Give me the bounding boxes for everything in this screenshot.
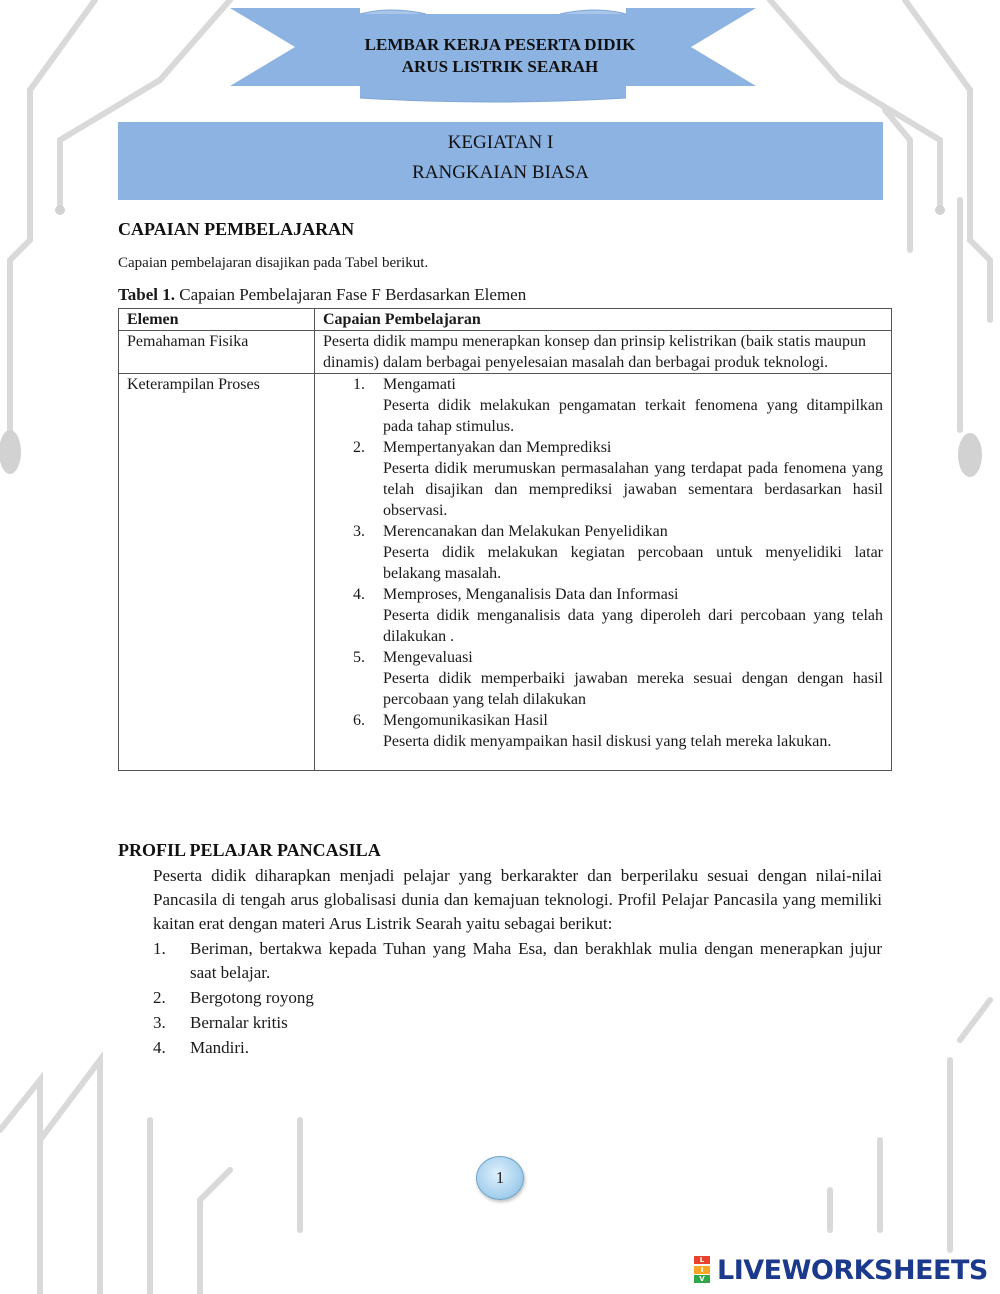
profil-paragraph: Peserta didik diharapkan menjadi pelajar yang berkarakter dan berperilaku sesuai dengan nilai-nilai Pancasila di tengah arus globalisasi dunia dan kemajuan teknologi. Profil Pelajar Pancasila yang memiliki kaitan erat dengan materi Arus Listrik Searah yaitu sebagai berikut: [153,866,882,933]
step-description: Peserta didik melakukan kegiatan percobaan untuk menyelidiki latar belakang masalah. [383,544,883,582]
cell-capaian: Peserta didik mampu menerapkan konsep dan prinsip kelistrikan (baik statis maupun dinamis) dalam berbagai penyelesaian masalah dan berbagai produk teknologi. [315,331,892,374]
list-item [323,437,883,521]
item-text: Beriman, bertakwa kepada Tuhan yang Maha Esa, dan berakhlak mulia dengan menerapkan jujur saat belajar. [190,939,882,982]
list-item [323,647,883,710]
page-number: 1 [476,1156,524,1200]
mark-letter: I [694,1266,710,1274]
capaian-table [118,308,892,771]
step-title: Mengevaluasi [383,649,473,666]
section-title-profil: PROFIL PELAJAR PANCASILA [118,840,381,860]
activity-number: KEGIATAN I [447,132,554,153]
item-text: Bergotong royong [190,988,314,1007]
table-header-row [119,309,892,331]
brand-name: LIVEWORKSHEETS [717,1254,988,1286]
activity-title: RANGKAIAN BIASA [412,162,589,183]
item-number: 1. [153,939,166,958]
list-item [323,584,883,647]
section-title-capaian: CAPAIAN PEMBELAJARAN [118,219,355,239]
step-title: Mengomunikasikan Hasil [383,712,548,729]
item-text: Bernalar kritis [190,1013,288,1032]
cell-elemen: Pemahaman Fisika [119,331,315,374]
mark-letter: V [694,1275,710,1283]
table-caption-label: Tabel 1. [118,285,176,304]
circuit-node [0,430,21,474]
list-item [153,937,882,985]
list-item [153,1036,882,1060]
worksheet-title [290,34,710,78]
step-number: 3. [353,523,365,540]
capaian-intro: Capaian pembelajaran disajikan pada Tabel berikut. [118,255,429,271]
item-text: Mandiri. [190,1038,250,1057]
column-header-elemen: Elemen [119,309,315,331]
list-item [323,710,883,752]
step-title: Mempertanyakan dan Memprediksi [383,439,612,456]
circuit-node [958,433,982,477]
step-description: Peserta didik merumuskan permasalahan yang terdapat pada fenomena yang telah disajikan dan memprediksi jawaban sementara berdasarkan hasil observasi. [383,460,883,519]
process-steps-list [323,374,883,770]
step-title: Memproses, Menganalisis Data dan Informasi [383,586,679,603]
item-number: 2. [153,988,166,1007]
step-number: 6. [353,712,365,729]
table-caption-text: Capaian Pembelajaran Fase F Berdasarkan Elemen [175,285,527,304]
step-description: Peserta didik melakukan pengamatan terkait fenomena yang ditampilkan pada tahap stimulus. [383,397,883,435]
item-number: 3. [153,1013,166,1032]
activity-header [118,122,883,200]
step-title: Mengamati [383,376,456,393]
table-row [119,374,892,771]
table-caption [118,285,526,305]
item-number: 4. [153,1038,166,1057]
list-item [153,1011,882,1035]
mark-letter: L [694,1256,710,1264]
cell-elemen: Keterampilan Proses [119,374,315,771]
step-description: Peserta didik memperbaiki jawaban mereka sesuai dengan dengan hasil percobaan yang telah dilakukan [383,670,883,708]
list-item [153,986,882,1010]
step-number: 1. [353,376,365,393]
step-number: 2. [353,439,365,456]
step-title: Merencanakan dan Melakukan Penyelidikan [383,523,668,540]
worksheet-title-line1: LEMBAR KERJA PESERTA DIDIK [364,35,636,54]
liveworksheets-logo [694,1253,988,1287]
table-row [119,331,892,374]
list-item [323,374,883,437]
profil-list [153,937,882,1061]
step-description: Peserta didik menganalisis data yang diperoleh dari percobaan yang telah dilakukan . [383,607,883,645]
cell-capaian [315,374,892,771]
step-number: 5. [353,649,365,666]
step-description: Peserta didik menyampaikan hasil diskusi yang telah mereka lakukan. [383,733,832,750]
list-item [323,521,883,584]
column-header-capaian: Capaian Pembelajaran [315,309,892,331]
step-number: 4. [353,586,365,603]
liveworksheets-mark-icon [694,1256,714,1284]
worksheet-title-line2: ARUS LISTRIK SEARAH [401,57,599,76]
